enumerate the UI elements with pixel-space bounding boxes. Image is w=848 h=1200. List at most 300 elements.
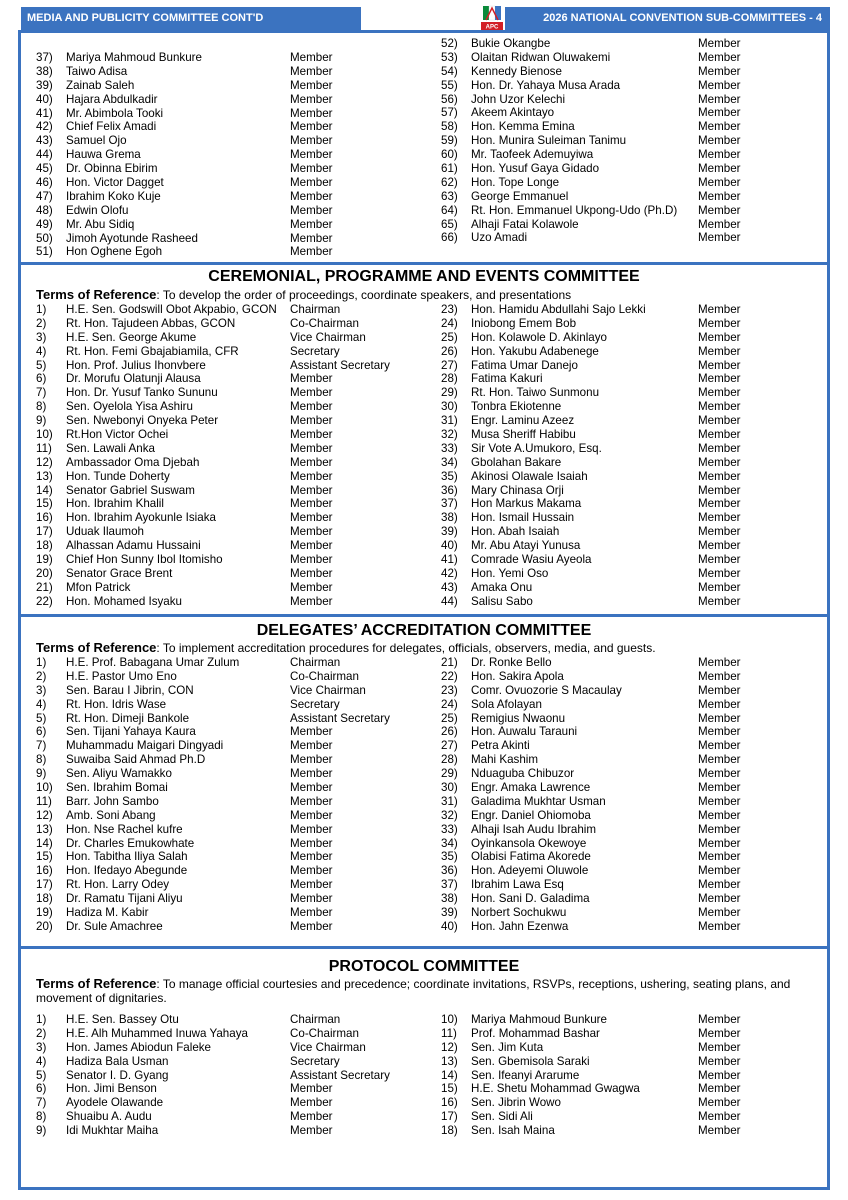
member-name: Engr. Daniel Ohiomoba bbox=[471, 808, 591, 822]
member-name: Dr. Ramatu Tijani Aliyu bbox=[66, 892, 183, 906]
member-role: Member bbox=[698, 683, 741, 697]
section-divider bbox=[18, 614, 830, 617]
member-name: Zainab Saleh bbox=[66, 78, 135, 92]
member-name: Engr. Laminu Azeez bbox=[471, 414, 575, 428]
member-name: Salisu Sabo bbox=[471, 594, 533, 608]
item-number: 55) bbox=[441, 78, 458, 92]
member-role: Member bbox=[290, 539, 333, 553]
member-role: Member bbox=[698, 711, 741, 725]
member-name: Hon. Abah Isaiah bbox=[471, 525, 560, 539]
member-name: Idi Mukhtar Maiha bbox=[66, 1124, 159, 1138]
list-item bbox=[441, 878, 821, 892]
member-name: Taiwo Adisa bbox=[66, 64, 128, 78]
list-item bbox=[36, 51, 416, 65]
list-item bbox=[441, 497, 821, 511]
member-name: Hon. Mohamed Isyaku bbox=[66, 594, 182, 608]
ceremonial-right-column bbox=[441, 303, 821, 609]
member-role: Member bbox=[698, 217, 741, 231]
list-item bbox=[441, 372, 821, 386]
member-name: Sen. Lawali Anka bbox=[66, 441, 155, 455]
member-name: Mfon Patrick bbox=[66, 580, 131, 594]
list-item bbox=[36, 1041, 416, 1055]
item-number: 61) bbox=[441, 162, 458, 176]
member-role: Member bbox=[698, 697, 741, 711]
list-item bbox=[441, 37, 821, 51]
list-item bbox=[36, 456, 416, 470]
member-name: Engr. Amaka Lawrence bbox=[471, 781, 591, 795]
ceremonial-left-column bbox=[36, 303, 416, 609]
member-name: Uzo Amadi bbox=[471, 231, 528, 245]
list-item bbox=[36, 511, 416, 525]
item-number: 62) bbox=[441, 175, 458, 189]
item-number: 65) bbox=[441, 217, 458, 231]
item-number: 34) bbox=[441, 836, 458, 850]
member-role: Member bbox=[698, 511, 741, 525]
member-name: Remigius Nwaonu bbox=[471, 711, 566, 725]
item-number: 3) bbox=[36, 1040, 47, 1054]
member-role: Member bbox=[698, 836, 741, 850]
item-number: 30) bbox=[441, 781, 458, 795]
member-role: Member bbox=[698, 64, 741, 78]
member-role: Member bbox=[290, 1124, 333, 1138]
item-number: 6) bbox=[36, 1082, 47, 1096]
list-item bbox=[441, 1055, 821, 1069]
member-role: Member bbox=[698, 1040, 741, 1054]
member-role: Member bbox=[290, 878, 333, 892]
member-name: Sir Vote A.Umukoro, Esq. bbox=[471, 441, 602, 455]
member-name: Senator Gabriel Suswam bbox=[66, 483, 195, 497]
item-number: 15) bbox=[36, 850, 53, 864]
item-number: 33) bbox=[441, 822, 458, 836]
member-role: Vice Chairman bbox=[290, 330, 366, 344]
list-item bbox=[441, 767, 821, 781]
member-role: Member bbox=[290, 594, 333, 608]
item-number: 58) bbox=[441, 120, 458, 134]
member-name: Sen. Jim Kuta bbox=[471, 1040, 544, 1054]
item-number: 28) bbox=[441, 753, 458, 767]
list-item bbox=[36, 670, 416, 684]
member-name: Dr. Obinna Ebirim bbox=[66, 162, 158, 176]
item-number: 15) bbox=[441, 1082, 458, 1096]
list-item bbox=[36, 1096, 416, 1110]
item-number: 12) bbox=[36, 808, 53, 822]
member-name: Hon. Dr. Yusuf Tanko Sununu bbox=[66, 386, 218, 400]
member-name: Hon. Hamidu Abdullahi Sajo Lekki bbox=[471, 303, 646, 316]
item-number: 31) bbox=[441, 414, 458, 428]
member-role: Member bbox=[698, 189, 741, 203]
member-name: Sen. Oyelola Yisa Ashiru bbox=[66, 400, 193, 414]
member-role: Member bbox=[698, 78, 741, 92]
member-role: Member bbox=[290, 231, 333, 245]
member-role: Member bbox=[698, 753, 741, 767]
item-number: 28) bbox=[441, 372, 458, 386]
member-role: Member bbox=[698, 594, 741, 608]
item-number: 42) bbox=[36, 120, 53, 134]
member-name: Mr. Abimbola Tooki bbox=[66, 106, 164, 120]
member-role: Member bbox=[290, 78, 333, 92]
item-number: 15) bbox=[36, 497, 53, 511]
item-number: 18) bbox=[441, 1124, 458, 1138]
item-number: 32) bbox=[441, 428, 458, 442]
member-role: Member bbox=[698, 794, 741, 808]
list-item bbox=[36, 331, 416, 345]
member-role: Member bbox=[698, 580, 741, 594]
member-role: Member bbox=[698, 864, 741, 878]
member-role: Member bbox=[290, 1082, 333, 1096]
list-item bbox=[441, 712, 821, 726]
member-role: Member bbox=[290, 162, 333, 176]
member-name: Senator I. D. Gyang bbox=[66, 1068, 169, 1082]
member-name: Tonbra Ekiotenne bbox=[471, 400, 562, 414]
item-number: 31) bbox=[441, 794, 458, 808]
tor-text: : To implement accreditation procedures for delegates, officials, observers, media, and guests. bbox=[156, 641, 656, 655]
member-role: Member bbox=[290, 428, 333, 442]
member-name: Mahi Kashim bbox=[471, 753, 539, 767]
item-number: 2) bbox=[36, 316, 47, 330]
list-item bbox=[36, 176, 416, 190]
member-name: Sen. Jibrin Wowo bbox=[471, 1096, 561, 1110]
member-name: Olabisi Fatima Akorede bbox=[471, 850, 591, 864]
item-number: 8) bbox=[36, 753, 47, 767]
list-item bbox=[441, 892, 821, 906]
list-item bbox=[441, 823, 821, 837]
member-role: Member bbox=[698, 1082, 741, 1096]
media-left-column bbox=[36, 51, 416, 259]
member-role: Member bbox=[290, 483, 333, 497]
apc-logo-icon bbox=[480, 4, 504, 32]
item-number: 7) bbox=[36, 1096, 47, 1110]
member-role: Member bbox=[698, 539, 741, 553]
item-number: 9) bbox=[36, 414, 47, 428]
item-number: 24) bbox=[441, 697, 458, 711]
list-item bbox=[36, 823, 416, 837]
member-role: Member bbox=[698, 330, 741, 344]
member-name: Ibrahim Lawa Esq bbox=[471, 878, 564, 892]
member-role: Member bbox=[698, 525, 741, 539]
member-role: Member bbox=[698, 1026, 741, 1040]
member-role: Member bbox=[698, 497, 741, 511]
member-role: Member bbox=[698, 231, 741, 245]
list-item bbox=[36, 190, 416, 204]
list-item bbox=[441, 428, 821, 442]
list-item bbox=[36, 920, 416, 934]
member-role: Member bbox=[290, 176, 333, 190]
member-role: Member bbox=[698, 441, 741, 455]
list-item bbox=[36, 162, 416, 176]
list-item bbox=[36, 595, 416, 609]
list-item bbox=[36, 359, 416, 373]
member-role: Member bbox=[290, 441, 333, 455]
list-item bbox=[441, 120, 821, 134]
list-item bbox=[36, 93, 416, 107]
list-item bbox=[441, 906, 821, 920]
list-item bbox=[36, 809, 416, 823]
list-item bbox=[36, 539, 416, 553]
item-number: 14) bbox=[441, 1068, 458, 1082]
item-number: 50) bbox=[36, 231, 53, 245]
member-role: Member bbox=[290, 455, 333, 469]
member-role: Member bbox=[290, 203, 333, 217]
member-role: Chairman bbox=[290, 656, 341, 669]
member-name: Suwaiba Said Ahmad Ph.D bbox=[66, 753, 206, 767]
list-item bbox=[441, 79, 821, 93]
list-item bbox=[441, 65, 821, 79]
member-name: H.E. Sen. George Akume bbox=[66, 330, 197, 344]
member-role: Member bbox=[290, 906, 333, 920]
member-name: Hon. Tabitha Iliya Salah bbox=[66, 850, 188, 864]
member-role: Member bbox=[290, 511, 333, 525]
list-item bbox=[36, 1082, 416, 1096]
member-role: Member bbox=[698, 919, 741, 933]
item-number: 29) bbox=[441, 386, 458, 400]
member-name: Hadiza Bala Usman bbox=[66, 1054, 169, 1068]
item-number: 16) bbox=[441, 1096, 458, 1110]
member-role: Assistant Secretary bbox=[290, 358, 390, 372]
member-name: Samuel Ojo bbox=[66, 134, 127, 148]
item-number: 41) bbox=[36, 106, 53, 120]
list-item bbox=[441, 106, 821, 120]
member-name: Hon. Kemma Emina bbox=[471, 120, 575, 134]
list-item bbox=[36, 525, 416, 539]
member-name: Petra Akinti bbox=[471, 739, 530, 753]
tor-text: : To develop the order of proceedings, coordinate speakers, and presentations bbox=[156, 288, 572, 302]
list-item bbox=[36, 1027, 416, 1041]
item-number: 14) bbox=[36, 483, 53, 497]
list-item bbox=[36, 553, 416, 567]
member-name: John Uzor Kelechi bbox=[471, 92, 566, 106]
list-item bbox=[441, 725, 821, 739]
member-name: Hon. Tunde Doherty bbox=[66, 469, 170, 483]
item-number: 13) bbox=[36, 469, 53, 483]
list-item bbox=[441, 303, 821, 317]
item-number: 25) bbox=[441, 711, 458, 725]
member-name: Sen. Ifeanyi Ararume bbox=[471, 1068, 580, 1082]
item-number: 22) bbox=[36, 594, 53, 608]
item-number: 8) bbox=[36, 1110, 47, 1124]
list-item bbox=[441, 850, 821, 864]
member-role: Vice Chairman bbox=[290, 1040, 366, 1054]
member-name: H.E. Prof. Babagana Umar Zulum bbox=[66, 656, 240, 669]
list-item bbox=[36, 484, 416, 498]
member-role: Member bbox=[290, 469, 333, 483]
item-number: 36) bbox=[441, 483, 458, 497]
member-name: Hon. Sani D. Galadima bbox=[471, 892, 590, 906]
item-number: 49) bbox=[36, 217, 53, 231]
list-item bbox=[36, 470, 416, 484]
member-role: Member bbox=[698, 203, 741, 217]
list-item bbox=[441, 837, 821, 851]
list-item bbox=[441, 920, 821, 934]
member-name: Muhammadu Maigari Dingyadi bbox=[66, 739, 224, 753]
list-item bbox=[36, 232, 416, 246]
member-name: Rt. Hon. Emmanuel Ukpong-Udo (Ph.D) bbox=[471, 203, 678, 217]
item-number: 43) bbox=[441, 580, 458, 594]
protocol-right-column bbox=[441, 1013, 821, 1138]
item-number: 40) bbox=[441, 539, 458, 553]
item-number: 43) bbox=[36, 134, 53, 148]
item-number: 3) bbox=[36, 683, 47, 697]
item-number: 13) bbox=[36, 822, 53, 836]
member-name: H.E. Alh Muhammed Inuwa Yahaya bbox=[66, 1026, 248, 1040]
member-name: Sen. Barau I Jibrin, CON bbox=[66, 683, 194, 697]
section-divider bbox=[18, 262, 830, 265]
member-role: Member bbox=[698, 781, 741, 795]
item-number: 8) bbox=[36, 400, 47, 414]
member-name: Alhaji Isah Audu Ibrahim bbox=[471, 822, 597, 836]
item-number: 27) bbox=[441, 739, 458, 753]
member-name: H.E. Sen. Bassey Otu bbox=[66, 1013, 179, 1026]
list-item bbox=[441, 386, 821, 400]
list-item bbox=[441, 567, 821, 581]
list-item bbox=[36, 65, 416, 79]
list-item bbox=[441, 581, 821, 595]
list-item bbox=[36, 656, 416, 670]
item-number: 3) bbox=[36, 330, 47, 344]
member-role: Member bbox=[290, 1096, 333, 1110]
list-item bbox=[36, 712, 416, 726]
media-right-column bbox=[441, 37, 821, 245]
member-role: Member bbox=[698, 400, 741, 414]
member-name: Dr. Sule Amachree bbox=[66, 919, 163, 933]
list-item bbox=[36, 892, 416, 906]
list-item bbox=[36, 767, 416, 781]
member-name: Dr. Ronke Bello bbox=[471, 656, 552, 669]
member-role: Member bbox=[290, 120, 333, 134]
member-role: Member bbox=[698, 50, 741, 64]
member-role: Member bbox=[698, 372, 741, 386]
list-item bbox=[441, 456, 821, 470]
member-role: Member bbox=[698, 455, 741, 469]
member-name: Rt. Hon. Femi Gbajabiamila, CFR bbox=[66, 344, 239, 358]
list-item bbox=[441, 442, 821, 456]
member-name: Hon. Sakira Apola bbox=[471, 669, 564, 683]
list-item bbox=[441, 595, 821, 609]
member-role: Member bbox=[290, 386, 333, 400]
list-item bbox=[36, 497, 416, 511]
item-number: 2) bbox=[36, 669, 47, 683]
member-role: Assistant Secretary bbox=[290, 1068, 390, 1082]
member-name: Mr. Taofeek Ademuyiwa bbox=[471, 148, 594, 162]
list-item bbox=[36, 317, 416, 331]
list-item bbox=[441, 1096, 821, 1110]
member-role: Member bbox=[698, 669, 741, 683]
list-item bbox=[36, 386, 416, 400]
list-item bbox=[441, 511, 821, 525]
item-number: 48) bbox=[36, 203, 53, 217]
list-item bbox=[36, 837, 416, 851]
item-number: 51) bbox=[36, 245, 53, 259]
list-item bbox=[441, 781, 821, 795]
item-number: 37) bbox=[441, 878, 458, 892]
member-role: Member bbox=[698, 1068, 741, 1082]
member-name: Hon. Ifedayo Abegunde bbox=[66, 864, 188, 878]
member-name: Edwin Olofu bbox=[66, 203, 129, 217]
item-number: 9) bbox=[36, 767, 47, 781]
member-role: Member bbox=[698, 303, 741, 316]
item-number: 57) bbox=[441, 106, 458, 120]
item-number: 20) bbox=[36, 919, 53, 933]
member-role: Member bbox=[290, 767, 333, 781]
member-role: Member bbox=[290, 245, 333, 259]
member-name: Hon. Auwalu Tarauni bbox=[471, 725, 578, 739]
list-item bbox=[36, 79, 416, 93]
list-item bbox=[441, 317, 821, 331]
delegates-tor bbox=[36, 641, 818, 655]
member-name: Alhassan Adamu Hussaini bbox=[66, 539, 201, 553]
item-number: 16) bbox=[36, 511, 53, 525]
item-number: 5) bbox=[36, 711, 47, 725]
member-role: Member bbox=[698, 767, 741, 781]
list-item bbox=[36, 120, 416, 134]
member-name: Dr. Morufu Olatunji Alausa bbox=[66, 372, 201, 386]
member-role: Member bbox=[290, 106, 333, 120]
member-name: Barr. John Sambo bbox=[66, 794, 159, 808]
list-item bbox=[36, 218, 416, 232]
list-item bbox=[441, 1027, 821, 1041]
tor-label: Terms of Reference bbox=[36, 976, 157, 991]
member-name: Hon. Adeyemi Oluwole bbox=[471, 864, 589, 878]
member-name: Musa Sheriff Habibu bbox=[471, 428, 576, 442]
item-number: 1) bbox=[36, 656, 47, 669]
header-left-title: MEDIA AND PUBLICITY COMMITTEE CONT'D bbox=[21, 7, 361, 30]
item-number: 56) bbox=[441, 92, 458, 106]
member-name: H.E. Sen. Godswill Obot Akpabio, GCON bbox=[66, 303, 277, 316]
list-item bbox=[36, 850, 416, 864]
list-item bbox=[441, 162, 821, 176]
list-item bbox=[441, 93, 821, 107]
item-number: 21) bbox=[441, 656, 458, 669]
member-name: Hon. Yemi Oso bbox=[471, 566, 549, 580]
member-role: Member bbox=[698, 134, 741, 148]
member-role: Member bbox=[290, 92, 333, 106]
item-number: 18) bbox=[36, 892, 53, 906]
list-item bbox=[441, 753, 821, 767]
member-name: Rt. Hon. Idris Wase bbox=[66, 697, 167, 711]
item-number: 29) bbox=[441, 767, 458, 781]
item-number: 4) bbox=[36, 697, 47, 711]
list-item bbox=[441, 134, 821, 148]
item-number: 1) bbox=[36, 1013, 47, 1026]
member-name: Sen. Isah Maina bbox=[471, 1124, 555, 1138]
item-number: 4) bbox=[36, 344, 47, 358]
tor-label: Terms of Reference bbox=[36, 287, 157, 302]
member-role: Member bbox=[290, 497, 333, 511]
member-role: Member bbox=[698, 656, 741, 669]
member-role: Member bbox=[698, 148, 741, 162]
list-item bbox=[441, 1124, 821, 1138]
protocol-title: PROTOCOL COMMITTEE bbox=[328, 958, 520, 975]
item-number: 13) bbox=[441, 1054, 458, 1068]
member-role: Member bbox=[290, 753, 333, 767]
member-role: Assistant Secretary bbox=[290, 711, 390, 725]
member-name: H.E. Pastor Umo Eno bbox=[66, 669, 177, 683]
member-name: Hon. Nse Rachel kufre bbox=[66, 822, 183, 836]
item-number: 7) bbox=[36, 739, 47, 753]
member-name: Sen. Nwebonyi Onyeka Peter bbox=[66, 414, 219, 428]
member-name: Rt.Hon Victor Ochei bbox=[66, 428, 169, 442]
list-item bbox=[36, 725, 416, 739]
member-role: Co-Chairman bbox=[290, 316, 359, 330]
member-role: Secretary bbox=[290, 1054, 340, 1068]
item-number: 11) bbox=[441, 1026, 457, 1040]
member-role: Member bbox=[698, 1110, 741, 1124]
item-number: 38) bbox=[441, 892, 458, 906]
list-item bbox=[36, 739, 416, 753]
list-item bbox=[441, 204, 821, 218]
item-number: 14) bbox=[36, 836, 53, 850]
list-item bbox=[36, 303, 416, 317]
list-item bbox=[441, 1082, 821, 1096]
